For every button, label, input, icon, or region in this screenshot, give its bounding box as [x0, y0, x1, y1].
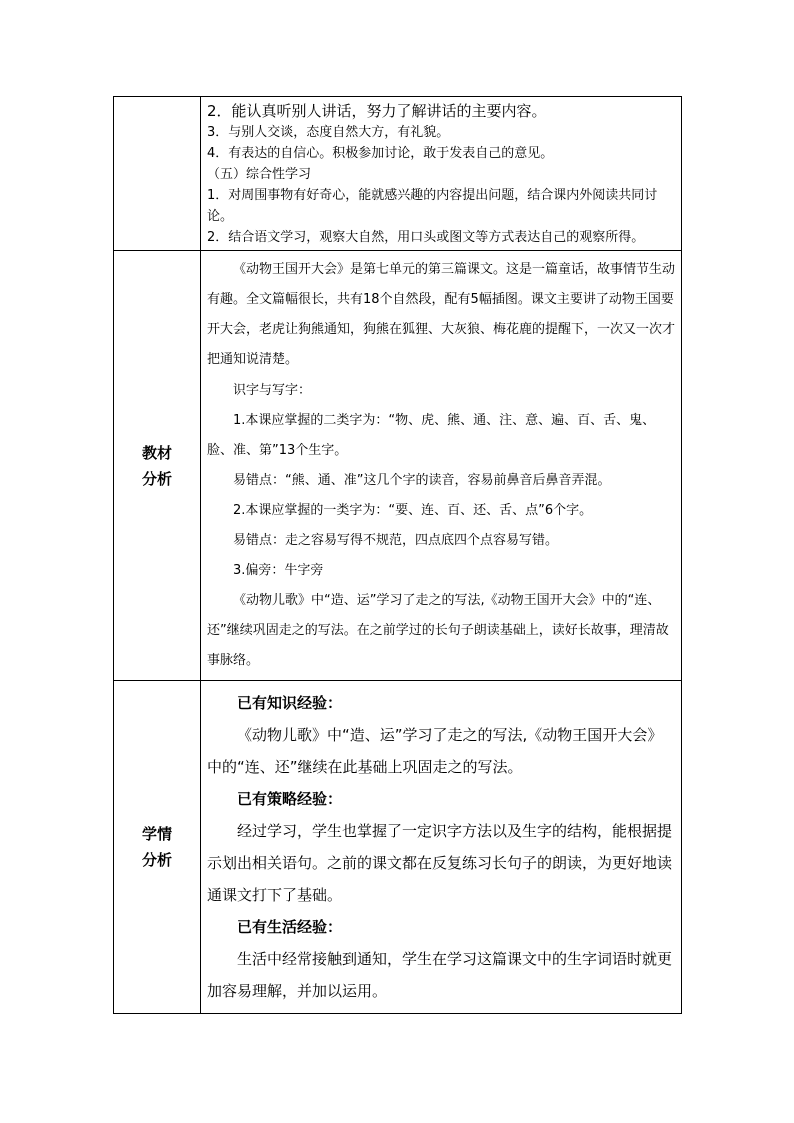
life-text: 生活中经常接触到通知，学生在学习这篇课文中的生字词语时就更加容易理解，并加以运用。	[207, 950, 673, 1000]
literacy-item-1: 1.本课应掌握的二类字为：“物、虎、熊、通、注、意、遍、百、舌、鬼、脸、准、第”13个生字。	[207, 413, 656, 458]
textbook-closing-paragraph: 《动物儿歌》中“造、运”学习了走之的写法,《动物王国开大会》中的“连、还”继续巩固走之的写法。在之前学过的长句子朗读基础上，读好长故事，理清故事脉络。	[207, 593, 669, 668]
goal-line-observation: 2．结合语文学习，观察大自然，用口头或图文等方式表达自己的观察所得。	[207, 230, 645, 245]
knowledge-text: 《动物儿歌》中“造、运”学习了走之的写法,《动物王国开大会》中的“连、还”继续在此基础上巩固走之的写法。	[207, 726, 663, 776]
literacy-item-3: 3.偏旁：牛字旁	[233, 563, 324, 578]
lesson-plan-table	[113, 96, 682, 1014]
literacy-heading: 识字与写字：	[233, 383, 312, 398]
goal-line-conversation: 3．与别人交谈，态度自然大方，有礼貌。	[207, 125, 450, 140]
goals-row-label	[114, 97, 201, 251]
goal-line-confidence: 4．有表达的自信心。积极参加讨论，敢于发表自己的意见。	[207, 146, 554, 161]
knowledge-heading: 已有知识经验：	[237, 694, 343, 712]
goal-line-curiosity: 1．对周围事物有好奇心，能就感兴趣的内容提出问题，结合课内外阅读共同讨论。	[207, 188, 658, 224]
student-analysis-label-line1: 学情	[141, 825, 172, 843]
student-analysis-label-line2: 分析	[141, 851, 172, 869]
textbook-analysis-content	[201, 251, 682, 681]
goals-row-content	[201, 97, 682, 251]
textbook-analysis-label-line1: 教材	[141, 443, 172, 462]
strategy-text: 经过学习，学生也掌握了一定识字方法以及生字的结构，能根据提示划出相关语句。之前的课文都在反复练习长句子的朗读，为更好地读通课文打下了基础。	[207, 822, 673, 904]
textbook-analysis-label	[114, 251, 201, 681]
goal-line-listening: 2．能认真听别人讲话，努力了解讲话的主要内容。	[207, 102, 547, 120]
strategy-heading: 已有策略经验：	[237, 790, 343, 808]
literacy-item-2: 2.本课应掌握的一类字为：“要、连、百、还、舌、点”6个字。	[233, 503, 593, 518]
life-heading: 已有生活经验：	[237, 918, 343, 936]
textbook-analysis-row	[114, 251, 682, 681]
student-analysis-content	[201, 681, 682, 1014]
textbook-analysis-label-line2: 分析	[141, 469, 172, 488]
goals-row	[114, 97, 682, 251]
goal-section-heading: （五）综合性学习	[207, 167, 312, 182]
literacy-error-1: 易错点：“熊、通、准”这几个字的读音，容易前鼻音后鼻音弄混。	[233, 473, 611, 488]
student-analysis-row	[114, 681, 682, 1014]
textbook-intro-paragraph: 《动物王国开大会》是第七单元的第三篇课文。这是一篇童话，故事情节生动有趣。全文篇幅很长，共有18个自然段，配有5幅插图。课文主要讲了动物王国要开大会，老虎让狗熊通知，狗熊在狐狸、大灰狼、梅花鹿的提醒下，一次又一次才把通知说清楚。	[207, 262, 676, 367]
literacy-error-2: 易错点：走之容易写得不规范，四点底四个点容易写错。	[233, 533, 559, 548]
student-analysis-label	[114, 681, 201, 1014]
